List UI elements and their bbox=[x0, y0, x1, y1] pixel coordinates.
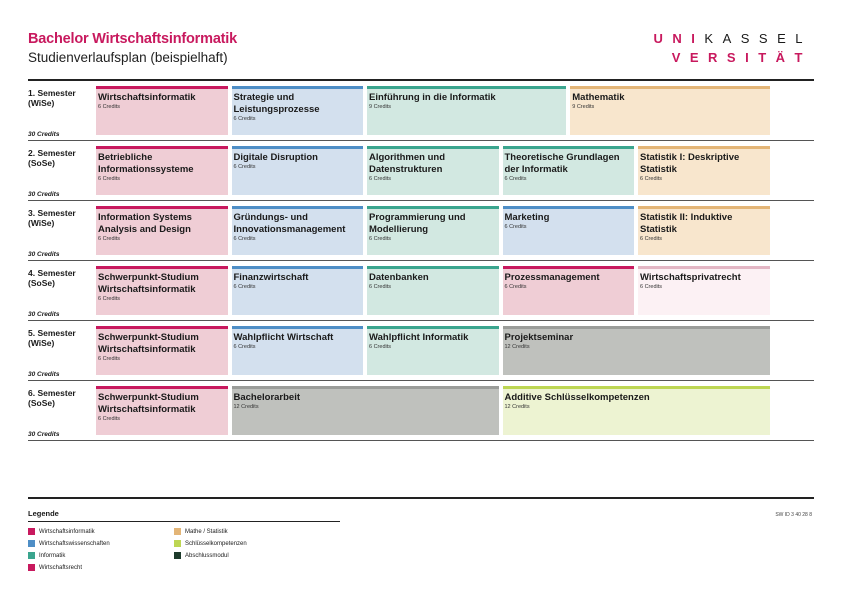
page-subtitle: Studienverlaufsplan (beispielhaft) bbox=[28, 50, 228, 65]
module-cell bbox=[232, 386, 499, 435]
legend-label: Abschlussmodul bbox=[185, 552, 229, 559]
module-cell bbox=[638, 146, 770, 195]
legend-underline bbox=[28, 521, 340, 522]
module-category-bar bbox=[96, 326, 228, 329]
module-credits: 6 Credits bbox=[640, 176, 663, 182]
module-cell bbox=[96, 326, 228, 375]
legend-item bbox=[28, 540, 110, 547]
document-code: SW ID 3 40 28 8 bbox=[775, 512, 812, 518]
module-cell bbox=[503, 326, 770, 375]
legend-item bbox=[174, 528, 228, 535]
module-category-bar bbox=[503, 326, 770, 329]
row-divider bbox=[28, 440, 814, 441]
module-title: Algorithmen und Datenstrukturen bbox=[369, 152, 445, 175]
module-title: Schwerpunkt-Studium Wirtschaftsinformatik bbox=[98, 272, 199, 295]
module-credits: 6 Credits bbox=[233, 236, 256, 242]
semester-label: 5. Semester (WiSe) bbox=[28, 328, 76, 348]
module-cell bbox=[232, 326, 364, 375]
module-title: Betriebliche Informationssysteme bbox=[98, 152, 194, 175]
module-category-bar bbox=[570, 86, 769, 89]
module-category-bar bbox=[232, 386, 499, 389]
module-category-bar bbox=[232, 266, 364, 269]
module-cell bbox=[367, 206, 499, 255]
module-cell bbox=[638, 206, 770, 255]
module-credits: 6 Credits bbox=[369, 176, 392, 182]
module-credits: 6 Credits bbox=[98, 236, 121, 242]
legend-item bbox=[174, 552, 229, 559]
legend-divider bbox=[28, 497, 814, 499]
module-category-bar bbox=[503, 266, 635, 269]
semester-label: 3. Semester (WiSe) bbox=[28, 208, 76, 228]
legend-item bbox=[28, 552, 65, 559]
module-credits: 6 Credits bbox=[504, 224, 527, 230]
module-category-bar bbox=[503, 146, 635, 149]
logo-kassel-text: KASSEL bbox=[704, 31, 812, 46]
module-title: Finanzwirtschaft bbox=[233, 272, 309, 283]
legend-swatch bbox=[28, 540, 35, 547]
module-credits: 6 Credits bbox=[233, 116, 256, 122]
module-title: Einführung in die Informatik bbox=[369, 92, 496, 103]
module-credits: 6 Credits bbox=[98, 104, 121, 110]
legend-label: Wirtschaftsinformatik bbox=[39, 528, 95, 535]
module-category-bar bbox=[638, 146, 770, 149]
module-title: Projektseminar bbox=[504, 332, 574, 343]
semester-row bbox=[28, 141, 814, 201]
module-category-bar bbox=[367, 86, 566, 89]
semester-credits: 30 Credits bbox=[28, 371, 60, 378]
module-category-bar bbox=[96, 86, 228, 89]
module-title: Wahlpflicht Wirtschaft bbox=[233, 332, 334, 343]
module-category-bar bbox=[232, 146, 364, 149]
module-title: Datenbanken bbox=[369, 272, 429, 283]
module-credits: 12 Credits bbox=[233, 404, 259, 410]
page-title: Bachelor Wirtschaftsinformatik bbox=[28, 31, 238, 47]
module-credits: 6 Credits bbox=[233, 344, 256, 350]
university-logo-line2 bbox=[672, 50, 812, 65]
module-credits: 6 Credits bbox=[504, 176, 527, 182]
module-title: Prozessmanagement bbox=[504, 272, 600, 283]
semester-label: 2. Semester (SoSe) bbox=[28, 148, 76, 168]
legend-label: Wirtschaftsrecht bbox=[39, 564, 83, 571]
semester-row bbox=[28, 261, 814, 321]
module-category-bar bbox=[503, 386, 770, 389]
module-cell bbox=[96, 86, 228, 135]
module-cell bbox=[503, 386, 770, 435]
module-cell bbox=[503, 206, 635, 255]
module-title: Gründungs- und Innovationsmanagement bbox=[233, 212, 346, 235]
module-cell bbox=[96, 206, 228, 255]
legend-swatch bbox=[174, 552, 181, 559]
module-credits: 6 Credits bbox=[504, 284, 527, 290]
logo-versitaet-text: VERSITÄT bbox=[671, 50, 812, 65]
module-category-bar bbox=[232, 206, 364, 209]
semester-row bbox=[28, 81, 814, 141]
module-cell bbox=[232, 86, 364, 135]
module-title: Strategie und Leistungsprozesse bbox=[233, 92, 320, 115]
semester-credits: 30 Credits bbox=[28, 431, 60, 438]
semester-credits: 30 Credits bbox=[28, 191, 60, 198]
module-title: Wirtschaftsinformatik bbox=[98, 92, 196, 103]
module-title: Statistik I: Deskriptive Statistik bbox=[640, 152, 740, 175]
module-category-bar bbox=[503, 206, 635, 209]
module-cell bbox=[96, 386, 228, 435]
legend-label: Informatik bbox=[39, 552, 66, 559]
module-category-bar bbox=[96, 386, 228, 389]
module-cell bbox=[232, 266, 364, 315]
module-title: Information Systems Analysis and Design bbox=[98, 212, 192, 235]
module-credits: 12 Credits bbox=[504, 404, 530, 410]
module-title: Mathematik bbox=[572, 92, 625, 103]
module-category-bar bbox=[367, 146, 499, 149]
module-title: Additive Schlüsselkompetenzen bbox=[504, 392, 650, 403]
module-title: Schwerpunkt-Studium Wirtschaftsinformatik bbox=[98, 392, 199, 415]
module-credits: 6 Credits bbox=[98, 416, 121, 422]
module-category-bar bbox=[638, 206, 770, 209]
module-cell bbox=[96, 266, 228, 315]
legend-label: Mathe / Statistik bbox=[185, 528, 228, 535]
module-credits: 6 Credits bbox=[369, 236, 392, 242]
module-category-bar bbox=[367, 266, 499, 269]
legend-item bbox=[174, 540, 247, 547]
module-cell bbox=[503, 266, 635, 315]
module-cell bbox=[367, 146, 499, 195]
module-title: Wahlpflicht Informatik bbox=[369, 332, 469, 343]
module-cell bbox=[232, 146, 364, 195]
module-credits: 6 Credits bbox=[369, 284, 392, 290]
module-category-bar bbox=[367, 206, 499, 209]
module-cell bbox=[96, 146, 228, 195]
module-title: Wirtschaftsprivatrecht bbox=[640, 272, 741, 283]
module-cell bbox=[638, 266, 770, 315]
legend-label: Wirtschaftswissenschaften bbox=[39, 540, 110, 547]
legend-title: Legende bbox=[28, 509, 59, 518]
legend-swatch bbox=[28, 528, 35, 535]
module-category-bar bbox=[367, 326, 499, 329]
module-cell bbox=[232, 206, 364, 255]
legend-item bbox=[28, 564, 82, 571]
module-credits: 6 Credits bbox=[98, 356, 121, 362]
semester-label: 1. Semester (WiSe) bbox=[28, 88, 76, 108]
module-credits: 9 Credits bbox=[572, 104, 595, 110]
module-credits: 6 Credits bbox=[369, 344, 392, 350]
module-title: Marketing bbox=[504, 212, 550, 223]
semester-row bbox=[28, 381, 814, 441]
module-cell bbox=[367, 326, 499, 375]
module-cell bbox=[367, 86, 566, 135]
module-category-bar bbox=[232, 326, 364, 329]
module-title: Schwerpunkt-Studium Wirtschaftsinformatik bbox=[98, 332, 199, 355]
module-credits: 9 Credits bbox=[369, 104, 392, 110]
legend-swatch bbox=[174, 528, 181, 535]
module-title: Bachelorarbeit bbox=[233, 392, 301, 403]
module-cell bbox=[570, 86, 769, 135]
module-cell bbox=[367, 266, 499, 315]
module-category-bar bbox=[232, 86, 364, 89]
module-title: Statistik II: Induktive Statistik bbox=[640, 212, 733, 235]
logo-uni-text: UNI bbox=[653, 31, 705, 46]
module-category-bar bbox=[96, 146, 228, 149]
module-credits: 6 Credits bbox=[640, 236, 663, 242]
module-credits: 6 Credits bbox=[98, 296, 121, 302]
module-credits: 6 Credits bbox=[233, 284, 256, 290]
legend-swatch bbox=[28, 552, 35, 559]
module-credits: 6 Credits bbox=[640, 284, 663, 290]
module-category-bar bbox=[638, 266, 770, 269]
university-logo-line1 bbox=[654, 31, 812, 46]
module-credits: 12 Credits bbox=[504, 344, 530, 350]
legend-item bbox=[28, 528, 95, 535]
legend-label: Schlüsselkompetenzen bbox=[185, 540, 247, 547]
module-category-bar bbox=[96, 206, 228, 209]
module-credits: 6 Credits bbox=[98, 176, 121, 182]
semester-credits: 30 Credits bbox=[28, 131, 60, 138]
legend-swatch bbox=[28, 564, 35, 571]
module-category-bar bbox=[96, 266, 228, 269]
module-title: Theoretische Grundlagen der Informatik bbox=[504, 152, 620, 175]
semester-row bbox=[28, 321, 814, 381]
semester-credits: 30 Credits bbox=[28, 311, 60, 318]
semester-label: 4. Semester (SoSe) bbox=[28, 268, 76, 288]
semester-credits: 30 Credits bbox=[28, 251, 60, 258]
legend-swatch bbox=[174, 540, 181, 547]
module-title: Digitale Disruption bbox=[233, 152, 318, 163]
module-cell bbox=[503, 146, 635, 195]
semester-label: 6. Semester (SoSe) bbox=[28, 388, 76, 408]
module-title: Programmierung und Modellierung bbox=[369, 212, 466, 235]
module-credits: 6 Credits bbox=[233, 164, 256, 170]
semester-row bbox=[28, 201, 814, 261]
